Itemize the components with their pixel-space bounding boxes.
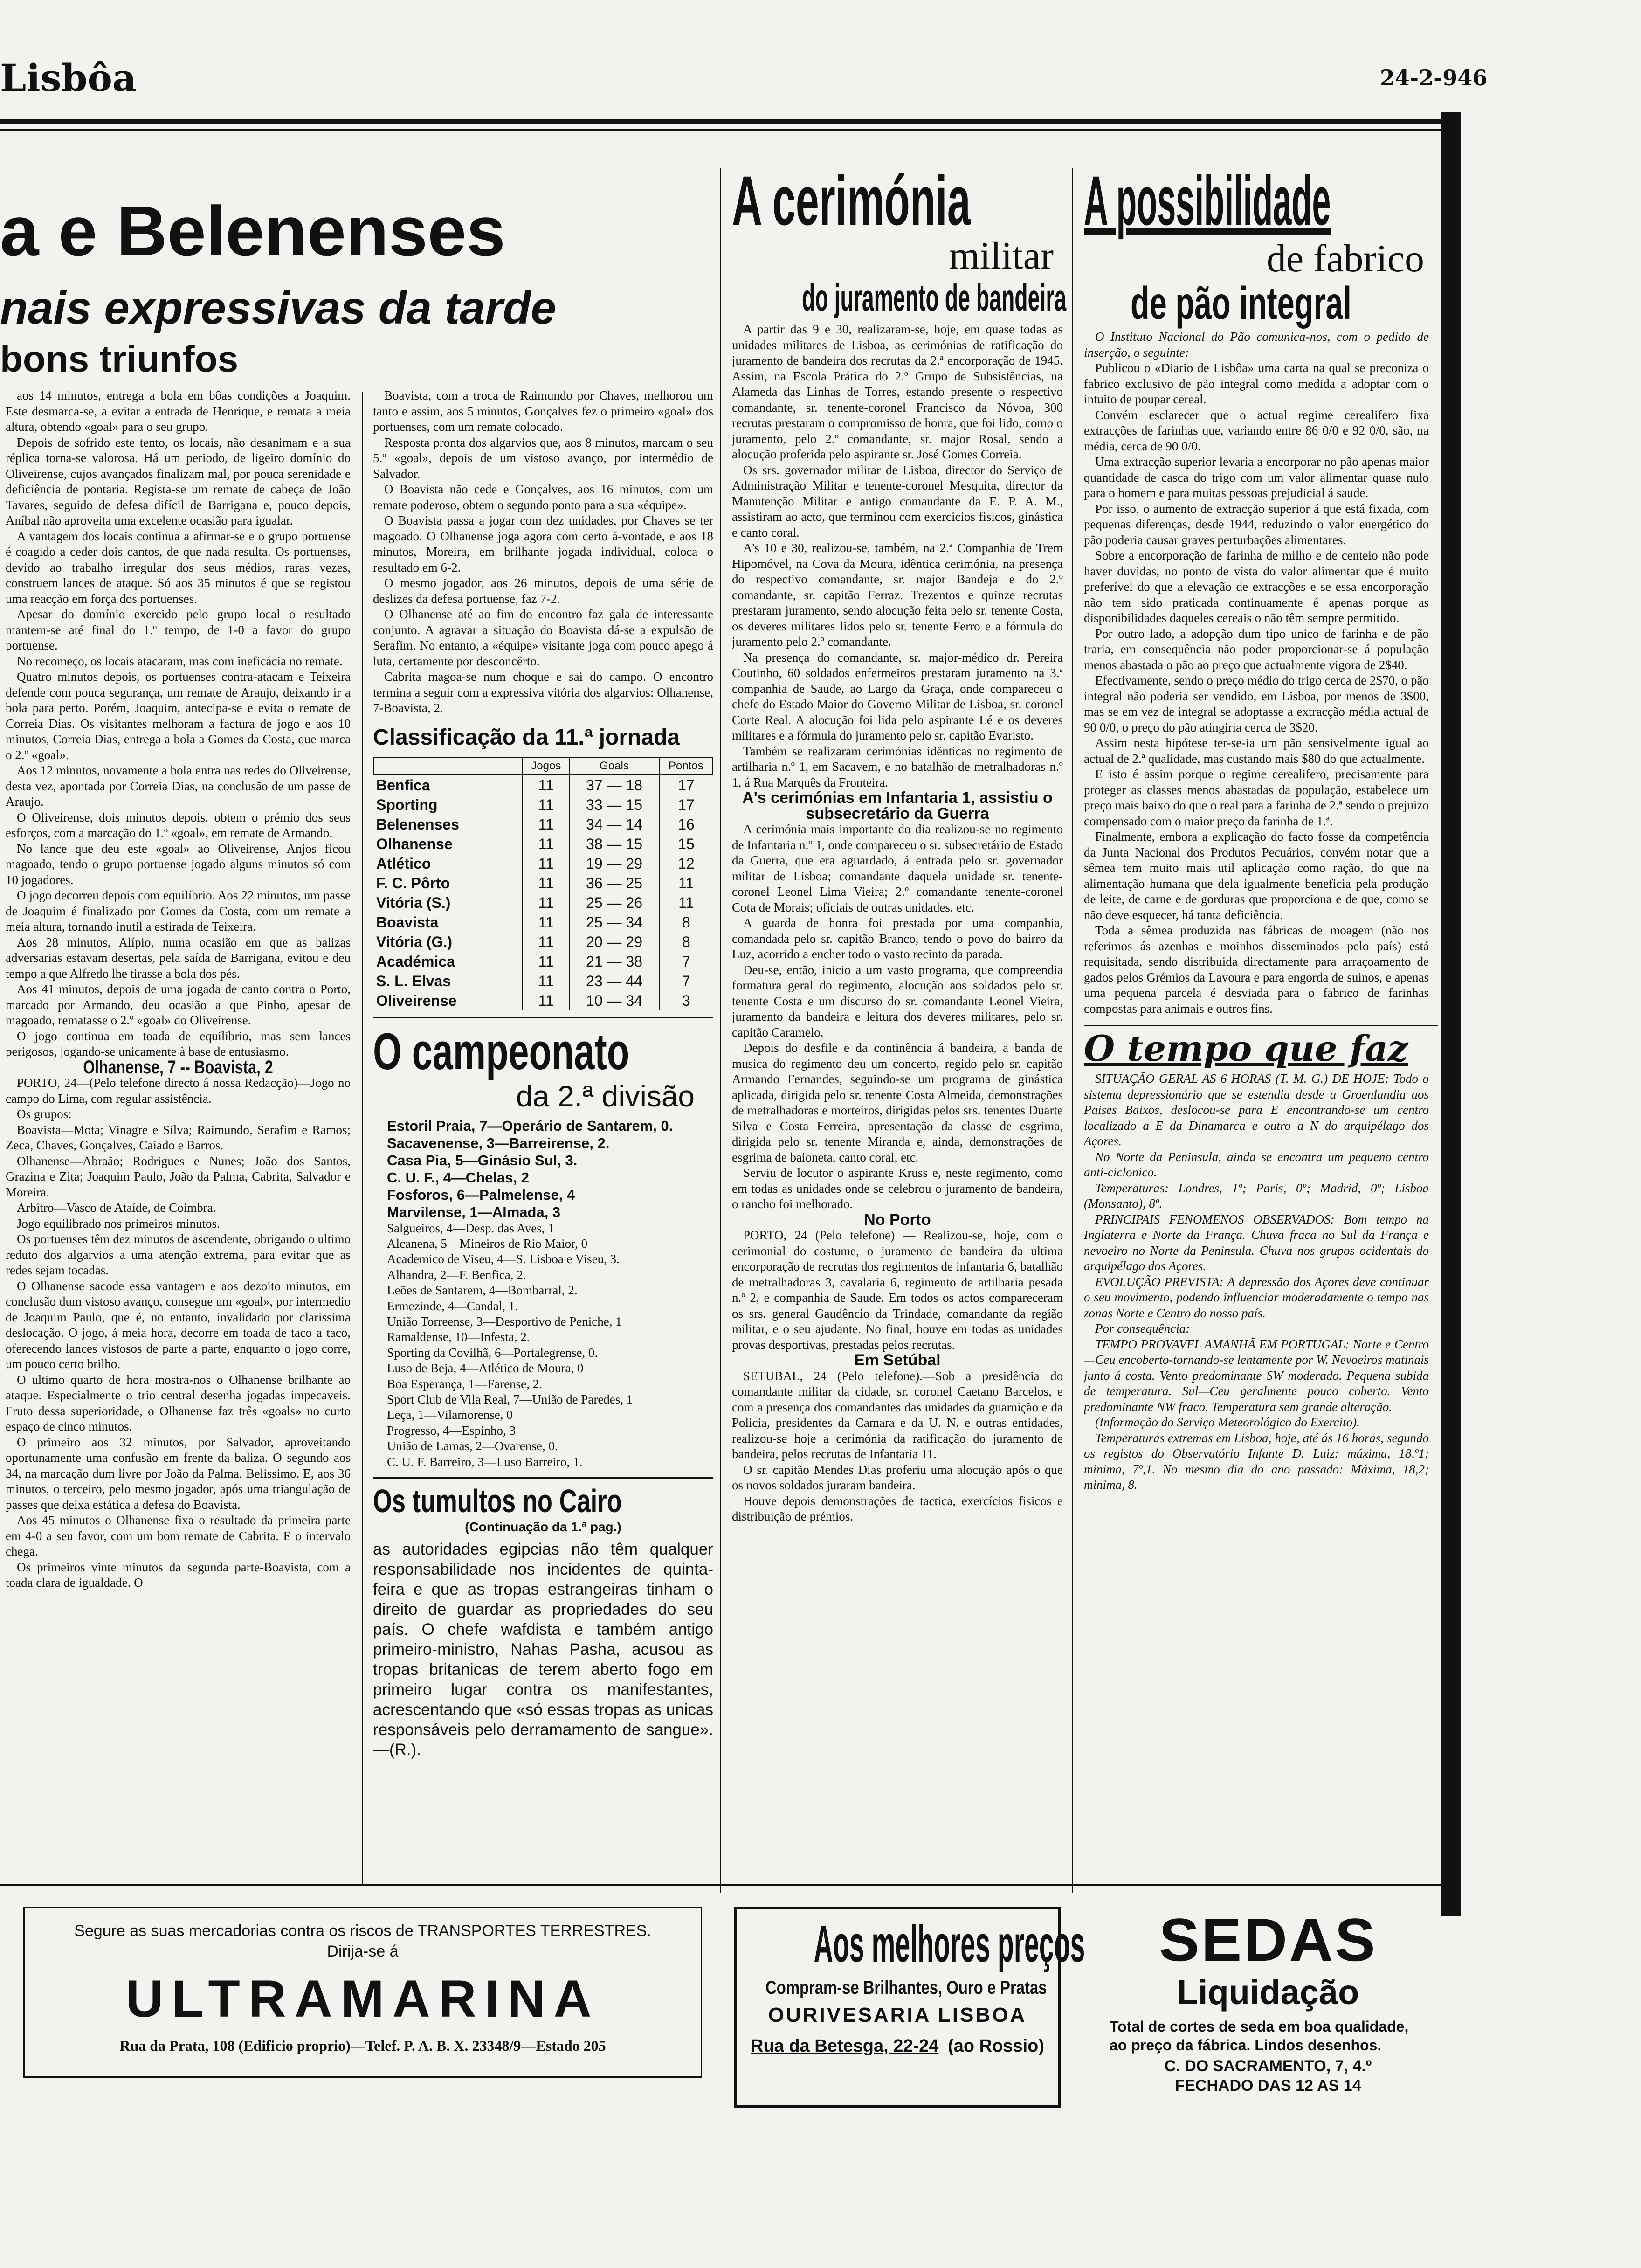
- campeonato-main-results: [373, 1113, 713, 1221]
- paragraph: PORTO, 24—(Pelo telefone directo á nossa Redacção)—Jogo no campo do Lima, com regular assistência.: [6, 1076, 351, 1106]
- ad-ultramarina: [23, 1907, 702, 2078]
- result-line: Sporting da Covilhã, 6—Portalegrense, 0.: [387, 1345, 598, 1360]
- team-name: Sporting: [376, 796, 438, 813]
- result-line: União Torreense, 3—Desportivo de Peniche, 1: [387, 1314, 622, 1328]
- result-line: União de Lamas, 2—Ovarense, 0.: [387, 1439, 558, 1453]
- games-played: 11: [523, 952, 569, 971]
- tempo-text: [1084, 1071, 1429, 1493]
- standings-row: [373, 971, 713, 991]
- points: 17: [659, 775, 713, 795]
- pao-text: [1084, 360, 1429, 1016]
- ad-sedas-subtitle: Liquidação: [1177, 1973, 1359, 2012]
- paragraph: Temperaturas: Londres, 1º; Paris, 0º; Madrid, 0º; Lisboa (Monsanto), 8º.: [1084, 1181, 1429, 1210]
- paragraph: O ultimo quarto de hora mostra-nos o Olhanense brilhante ao ataque. Especialmente o trio central desenha jogadas impecaveis. Fruto dessa superioridade, o Olhanense faz três «goals» no curto espaço de cinco minutos.: [6, 1372, 351, 1433]
- column-rule: [1072, 168, 1073, 1893]
- result-line: Leões de Santarem, 4—Bombarral, 2.: [387, 1283, 578, 1298]
- subheading: Olhanense, 7 -- Boavista, 2: [83, 1057, 273, 1078]
- points: 15: [659, 834, 713, 854]
- games-played: 11: [523, 834, 569, 854]
- ad-ourivesaria-line: Compram-se Brilhantes, Ouro e Pratas: [765, 1978, 1047, 1998]
- paragraph: No lance que deu este «goal» ao Oliveirense, Anjos ficou magoado, tendo o grupo portuense jogado alguns minutos só com 10 jogadores.: [6, 841, 351, 887]
- team-name: Benfica: [376, 776, 430, 794]
- result-line: Progresso, 4—Espinho, 3: [387, 1423, 516, 1438]
- cerimonia-text: [732, 322, 1063, 1525]
- ad-ourivesaria-rossio: (ao Rossio): [948, 2036, 1044, 2056]
- paragraph: Houve depois demonstrações de tactica, exercícios fisicos e distribuição de prémios.: [732, 1494, 1063, 1523]
- paragraph: Depois de sofrido este tento, os locais, não desanimam e a sua réplica torna-se valorosa. Há um periodo, de ligeiro domínio do Oliveirense, cujos avançados finalizam mal, por pouca serenidade e deficiência de pontaria. Regista-se um remate de cabeça de João Tavares, seguido de defesa difícil de Barrigana e, pouco depois, Aníbal não aproveita uma excelente ocasião para igualar.: [6, 435, 351, 527]
- standings-row: [373, 893, 713, 913]
- sports-report-column-2: [373, 388, 713, 1760]
- ad-ultramarina-address: Rua da Prata, 108 (Edificio proprio)—Telef. P. A. B. X. 23348/9—Estado 205: [119, 2037, 606, 2054]
- paragraph: Boavista, com a troca de Raimundo por Chaves, melhorou um tanto e assim, aos 5 minutos, Gonçalves fez o primeiro «goal» dos portuenses, com um remate colocado.: [373, 388, 713, 434]
- games-played: 11: [523, 971, 569, 991]
- team-name: Boavista: [376, 913, 439, 931]
- cerimonia-line2: militar: [949, 234, 1054, 277]
- games-played: 11: [523, 795, 569, 815]
- standings-header: Pontos: [659, 757, 713, 775]
- paragraph: O Oliveirense, dois minutos depois, obtem o prémio dos seus esforços, com a marcação do 1.º «goal», em remate de Armando.: [6, 810, 351, 840]
- games-played: 11: [523, 913, 569, 932]
- points: 3: [659, 991, 713, 1010]
- result-line: Salgueiros, 4—Desp. das Aves, 1: [387, 1221, 554, 1235]
- games-played: 11: [523, 815, 569, 834]
- paragraph: SETUBAL, 24 (Pelo telefone).—Sob a presidência do comandante militar da cidade, sr. coronel Caetano Barcelos, e com a presença dos comandantes das unidades da guarnição e da Policia, presidentes da Camara e da U. N. e outras entidades, realizou-se hoje a cerimónia da ratificação do juramento de bandeira, pelos recrutas de Infantaria 11.: [732, 1369, 1063, 1461]
- ad-ourivesaria: [734, 1907, 1085, 2108]
- result-line: Sport Club de Vila Real, 7—União de Paredes, 1: [387, 1392, 633, 1406]
- paragraph: SITUAÇÃO GERAL AS 6 HORAS (T. M. G.) DE HOJE: Todo o sistema depressionário que se estendia desde a Groenlandia aos Paises Baixos, deslocou-se para E encontrando-se um centro localizado a E da Dinamarca e outro a N do arquipélago dos Açores.: [1084, 1072, 1429, 1148]
- paragraph: Na presença do comandante, sr. major-médico dr. Pereira Coutinho, 60 soldados enfermeiros prestaram juramento na 3.ª companhia de Saude, ao Largo da Graça, onde compareceu o chefe do Estado Maior do Governo Militar de Lisboa, sr. coronel Corte Real. A alocução foi lida pelo aspirante Lé e os deveres militares e a fórmula do juramento pelo sr. capitão Evaristo.: [732, 650, 1063, 742]
- goals: 25 — 26: [569, 893, 659, 913]
- headline-left-kicker: bons triunfos: [0, 338, 239, 380]
- team-name: Olhanense: [376, 835, 453, 852]
- ad-ourivesaria-address: [737, 2030, 1058, 2056]
- tumultos-title: Os tumultos no Cairo: [373, 1483, 622, 1519]
- games-played: 11: [523, 775, 569, 795]
- column-rule: [720, 168, 721, 1893]
- games-played: 11: [523, 893, 569, 913]
- cerimonia-line3: do juramento de bandeira: [802, 277, 1067, 318]
- games-played: 11: [523, 854, 569, 873]
- result-line: Alcanena, 5—Mineiros de Rio Maior, 0: [387, 1236, 588, 1251]
- standings-header: Jogos: [523, 757, 569, 775]
- campeonato-results: [373, 1221, 713, 1470]
- standings-row: [373, 873, 713, 893]
- goals: 21 — 38: [569, 952, 659, 971]
- result-line: Alhandra, 2—F. Benfica, 2.: [387, 1267, 526, 1282]
- points: 8: [659, 932, 713, 952]
- subheading: No Porto: [864, 1210, 931, 1229]
- goals: 38 — 15: [569, 834, 659, 854]
- ad-sedas-text: Total de cortes de seda em boa qualidade, ao preço da fábrica. Lindos desenhos.: [1110, 2018, 1409, 2054]
- pao-intro: O Instituto Nacional do Pão comunica-nos, com o pedido de inserção, o seguinte:: [1084, 330, 1429, 360]
- sports-report-text: [373, 388, 713, 716]
- right-edge-bar: [1441, 112, 1461, 1916]
- result-line: Ramaldense, 10—Infesta, 2.: [387, 1330, 530, 1344]
- paragraph: Deu-se, então, inicio a um vasto programa, que compreendia formatura geral do regimento, alocução aos soldados pelo sr. tenente Costa e um discurso do sr. comandante Leonel Vieira, juramento da bandeira e leitura dos deveres militares, pelo sr. capitão Caramelo.: [732, 962, 1063, 1039]
- points: 7: [659, 971, 713, 991]
- paragraph: Uma extracção superior levaria a encorporar no pão apenas maior quantidade de casca do trigo com um valor alimentar quase nulo para o homem e para muitas pessoas prejudicial á saude.: [1084, 455, 1429, 500]
- pao-title: A possibilidade: [1084, 161, 1331, 240]
- team-name: Atlético: [376, 855, 431, 872]
- paragraph: A guarda de honra foi prestada por uma companhia, comandada pelo sr. capitão Branco, tendo o povo do bairro da Luz, acorrido a encher todo o vasto recinto da parada.: [732, 916, 1063, 961]
- paragraph: Aos 12 minutos, novamente a bola entra nas redes do Oliveirense, desta vez, apontada por Correia Dias, na conclusão de um passe de Araujo.: [6, 763, 351, 809]
- goals: 36 — 25: [569, 873, 659, 893]
- ad-sedas-address: C. DO SACRAMENTO, 7, 4.º: [1164, 2057, 1372, 2075]
- campeonato-title: O campeonato: [373, 1023, 630, 1080]
- team-name: Vitória (S.): [376, 894, 451, 911]
- standings-row: [373, 991, 713, 1010]
- paragraph: Aos 45 minutos o Olhanense fixa o resultado da primeira parte em 4-0 a seu favor, com um bom remate de Cabrita. E o intervalo chega.: [6, 1513, 351, 1558]
- team-name: Oliveirense: [376, 992, 457, 1009]
- ad-ourivesaria-title: Aos melhores preços: [814, 1915, 1085, 1973]
- campeonato-subtitle: da 2.ª divisão: [516, 1079, 695, 1113]
- result-line: C. U. F. Barreiro, 3—Luso Barreiro, 1.: [387, 1454, 583, 1469]
- paragraph: PORTO, 24 (Pelo telefone) — Realizou-se, hoje, com o cerimonial do costume, o juramento de bandeira da ultima encorporação de recrutas dos regimentos de infantaria 6, batalhão de metralhadoras 3, cavalaria 6, regimento de artilharia pesada n.º 2, e companhia de Saude. Em todos os actos compareceram os srs. general Gaudêncio da Trindade, comandante da região militar, e o seu ajudante. No final, houve em todas as unidades provas desportivas, prestadas pelos recrutas.: [732, 1228, 1063, 1352]
- goals: 10 — 34: [569, 991, 659, 1010]
- masthead-title: Lisbôa: [0, 56, 137, 100]
- result-line: Academico de Viseu, 4—S. Lisboa e Viseu, 3.: [387, 1252, 620, 1266]
- ad-ourivesaria-street: Rua da Betesga, 22-24: [751, 2036, 939, 2056]
- standings-row: [373, 854, 713, 873]
- standings-header: Goals: [569, 757, 659, 775]
- standings-row: [373, 795, 713, 815]
- cerimonia-title: A cerimónia: [732, 161, 971, 240]
- paragraph: Cabrita magoa-se num choque e sai do campo. O encontro termina a seguir com a expressiva vitória dos algarvios: Olhanense, 7-Boavista, 2.: [373, 670, 713, 715]
- standings-row: [373, 815, 713, 834]
- standings-table: [373, 757, 713, 1010]
- goals: 37 — 18: [569, 775, 659, 795]
- team-name: F. C. Pôrto: [376, 874, 450, 892]
- paragraph: Os grupos:: [17, 1107, 72, 1121]
- paragraph: Arbitro—Vasco de Ataíde, de Coimbra.: [17, 1201, 216, 1215]
- paragraph: aos 14 minutos, entrega a bola em bôas condições a Joaquim. Este desmarca-se, a evitar a entrada de Henrique, e remata a meia altura, obtendo «goal» para o seu grupo.: [6, 388, 351, 434]
- paragraph: O Boavista não cede e Gonçalves, aos 16 minutos, com um remate poderoso, obtem o segundo ponto para a sua «équipe».: [373, 482, 713, 512]
- paragraph: TEMPO PROVAVEL AMANHÃ EM PORTUGAL: Norte e Centro—Ceu encoberto-tornando-se lentamente por W. Nevoeiros matinais junto á costa. Vento predominante SW moderado. Pequena subida de temperatura. Sul—Ceu geralmente pouco coberto. Vento predominante NW fraco. Temperatura sem grande alteração.: [1084, 1337, 1429, 1414]
- paragraph: E isto é assim porque o regime cerealifero, precisamente para proteger as classes menos abastadas da população, estabelece um preço mais baixo do que o real para a farinha de 2.ª sendo o prejuizo compensado com o maior preço da farinha de 1.ª.: [1084, 767, 1429, 828]
- team-name: S. L. Elvas: [376, 972, 451, 989]
- paragraph: No Norte da Peninsula, ainda se encontra um pequeno centro anti-ciclonico.: [1084, 1149, 1429, 1179]
- goals: 34 — 14: [569, 815, 659, 834]
- paragraph: Por isso, o aumento de extracção superior á que está fixada, com pequenas diferenças, desde 1944, reduzindo o valor energético do pão poderia causar graves perturbações alimentares.: [1084, 501, 1429, 547]
- result-line: Sacavenense, 3—Barreirense, 2.: [387, 1134, 610, 1151]
- headline-left-subtitle: nais expressivas da tarde: [0, 282, 557, 333]
- paragraph: PRINCIPAIS FENOMENOS OBSERVADOS: Bom tempo na Inglaterra e Norte da França. Chuva fraca no Sul da França e nevoeiro no Norte da Peninsula. Chuva nos grupos ocidentais do arquipélago dos Açores.: [1084, 1212, 1429, 1273]
- paragraph: A cerimónia mais importante do dia realizou-se no regimento de Infantaria n.º 1, onde compareceu o sr. subsecretário de Estado da Guerra, que era aguardado, á entrada pelo sr. governador militar de Lisboa; comandante daquela unidade sr. tenente-coronel Leonel Lima Vieira; 2.º comandante tenente-coronel Cota de Morais; oficiais de outras unidades, etc.: [732, 822, 1063, 914]
- team-name: Académica: [376, 953, 455, 970]
- paragraph: Efectivamente, sendo o preço médio do trigo cerca de 2$70, o pão integral não poderia ser vendido, em Lisboa, por menos de 3$00, mas se em vez de integral se adoptasse a extracção média actual de 90 0/0, o preço do pão atingiria cerca de 3$20.: [1084, 673, 1429, 734]
- goals: 25 — 34: [569, 913, 659, 932]
- ad-sedas-title: SEDAS: [1159, 1906, 1377, 1974]
- goals: 23 — 44: [569, 971, 659, 991]
- standings-header: [373, 757, 523, 775]
- paragraph: Também se realizaram cerimónias idênticas no regimento de artilharia n.º 1, em Sacavem, e no batalhão de metralhadoras n.º 1, á Rua Marquês da Fronteira.: [732, 744, 1063, 789]
- paragraph: Boavista—Mota; Vinagre e Silva; Raimundo, Serafim e Ramos; Zeca, Chaves, Gonçalves, Caiado e Barros.: [6, 1122, 351, 1152]
- standings-title: Classificação da 11.ª jornada: [373, 725, 680, 750]
- paragraph: Convém esclarecer que o actual regime cerealifero fixa extracções de farinhas que, variando entre 86 0/0 e 92 0/0, são, na média, cerca de 90 0/0.: [1084, 408, 1429, 453]
- games-played: 11: [523, 932, 569, 952]
- column-rule: [362, 392, 363, 1884]
- team-name: Vitória (G.): [376, 933, 452, 950]
- paragraph: O Olhanense até ao fim do encontro faz gala de interessante conjunto. A agravar a situação do Boavista dá-se a expulsão de Serafim. No entanto, a «équipe» visitante joga com pouco apego á luta, certamente por desconcêrto.: [373, 607, 713, 668]
- result-line: Ermezinde, 4—Candal, 1.: [387, 1299, 518, 1313]
- points: 11: [659, 873, 713, 893]
- standings-row: [373, 775, 713, 795]
- paragraph: Serviu de locutor o aspirante Kruss e, neste regimento, como em todas as unidades onde se celebrou o juramento de bandeira, o rancho foi melhorado.: [732, 1166, 1063, 1211]
- paragraph: O Boavista passa a jogar com dez unidades, por Chaves se ter magoado. O Olhanense joga agora com certo á-vontade, e aos 18 minutos, Moreira, em brilhante jogada individual, coloca o resultado em 6-2.: [373, 513, 713, 574]
- sports-report-column-1: [6, 388, 351, 1903]
- tempo-title: O tempo que faz: [1084, 1028, 1408, 1069]
- ad-ultramarina-name: ULTRAMARINA: [125, 1970, 600, 2028]
- tumultos-text: as autoridades egipcias não têm qualquer responsabilidade nos incidentes de quinta-feira e que as tropas estrangeiras tinham o direito de guardar as propriedades do seu país. O chefe wafdista e também antigo primeiro-ministro, Nahas Pasha, acusou as tropas britanicas de terem aberto fogo em primeiro lugar contra os manifestantes, acrescentando que «só essas tropas as unicas responsáveis pelo derramamento de sangue».—(R.).: [373, 1540, 713, 1759]
- result-line: Luso de Beja, 4—Atlético de Moura, 0: [387, 1361, 584, 1376]
- pao-article: [1084, 163, 1438, 1493]
- paragraph: Quatro minutos depois, os portuenses contra-atacam e Teixeira defende com pouca segurança, um remate de Araujo, deixando ir a bola para perto. Porém, Joaquim, antecipa-se e evita o remate de Correia Dias. Os visitantes melhoram a factura de jogo e aos 10 minutos, Correia Dias, entrega a bola a Gomes da Costa, que marca o 2.º «goal».: [6, 670, 351, 762]
- paragraph: No recomeço, os locais atacaram, mas com ineficácia no remate.: [17, 654, 343, 668]
- paragraph: Assim nesta hipótese ter-se-ia um pão sensivelmente igual ao actual de 2.ª qualidade, mas custando mais $80 do que actualmente.: [1084, 736, 1429, 766]
- paragraph: Apesar do domínio exercido pelo grupo local o resultado mantem-se até final do 1.º tempo, de 1-0 a favor do grupo portuense.: [6, 607, 351, 652]
- result-line: Estoril Praia, 7—Operário de Santarem, 0.: [387, 1117, 673, 1134]
- cerimonia-article: [732, 161, 1067, 1525]
- paragraph: A's 10 e 30, realizou-se, também, na 2.ª Companhia de Trem Hipomóvel, na Cova da Moura, idêntica cerimónia, na presença do respectivo comandante, sr. major Bandeja e do 2.º comandante, sr. capitão Ferraz. Trezentos e quinze recrutas prestaram juramento, sendo alocução feita pelo sr. tenente Costa, os deveres militares lidos pelo sr. tenente Ferro e a fórmula do juramento pelo 2.º comandante.: [732, 541, 1063, 649]
- paragraph: O primeiro aos 32 minutos, por Salvador, aproveitando oportunamente uma confusão em frente da baliza. O segundo aos 34, na marcação dum livre por João da Palma. Belissimo. E, aos 36 minutos, o terceiro, pelo mesmo jogador, após uma triangulação de passes que deixa estática a defesa do Boavista.: [6, 1435, 351, 1512]
- ad-sedas: [1110, 1907, 1427, 2095]
- standings-row: [373, 834, 713, 854]
- paragraph: Jogo equilibrado nos primeiros minutos.: [17, 1216, 220, 1231]
- standings-row: [373, 952, 713, 971]
- games-played: 11: [523, 991, 569, 1010]
- paragraph: A partir das 9 e 30, realizaram-se, hoje, em quase todas as unidades militares de Lisboa, as cerimónias de ratificação do juramento de bandeira dos recrutas da 2.ª encorporação de 1945. Assim, na Escola Prática do 2.º Grupo de Subsistências, na Alameda das Linhas de Torres, estando presente o respectivo comandante, sr. tenente-coronel Francisco da Nóvoa, 300 recrutas prestaram o compromisso de honra, que foi lido, como o juramento, pelo 2.º comandante, sr. major Rosal, sendo a alocução proferida pelo aspirante sr. José Gomes Correia.: [732, 322, 1063, 461]
- paragraph: Resposta pronta dos algarvios que, aos 8 minutos, marcam o seu 5.º «goal», depois de um vistoso avanço, por intermédio de Salvador.: [373, 435, 713, 481]
- paragraph: Por outro lado, a adopção dum tipo unico de farinha e de pão traria, em consequência não poder proporcionar-se á população menos abastada o pão ao preço que actualmente vigora de 2$40.: [1084, 626, 1429, 672]
- paragraph: O Olhanense sacode essa vantagem e aos dezoito minutos, em conclusão dum vistoso avanço, consegue um «goal», por intermedio de Joaquim Paulo, que é, no entanto, invalidado por clarissima deslocação. O jogo, á meia hora, decorre em toada de taco a taco, oferecendo lances vistosos de parte a parte, enquanto o jogo corre, um pouco certo brilho.: [6, 1279, 351, 1371]
- subheading: A's cerimónias em Infantaria 1, assistiu o subsecretário da Guerra: [742, 789, 1053, 823]
- paragraph: Finalmente, embora a explicação do facto fosse da competência da Junta Nacional dos Produtos Pecuários, convém notar que a sêmea tem muito mais util aplicação como ração, do que na alimentação humana que dela igualmente beneficia pela produção de leite, de carne e de gorduras que proporciona e de que, como se não deve esquecer, há tanta deficiência.: [1084, 830, 1429, 922]
- paragraph: Por consequência:: [1095, 1321, 1190, 1335]
- points: 8: [659, 913, 713, 932]
- paragraph: (Informação do Serviço Meteorológico do Exercito).: [1095, 1415, 1360, 1429]
- goals: 33 — 15: [569, 795, 659, 815]
- tumultos-subtitle: (Continuação da 1.ª pag.): [465, 1520, 621, 1534]
- paragraph: Os portuenses têm dez minutos de ascendente, obrigando o ultimo reduto dos algarvios a uma atenção extrema, para evitar que as redes sejam tocadas.: [6, 1232, 351, 1277]
- ad-rule: [0, 1884, 1441, 1886]
- paragraph: Temperaturas extremas em Lisboa, hoje, até ás 16 horas, segundo os registos do Observatório Infante D. Luiz: máxima, 18,º1; minima, 7º,1. No mesmo dia do ano passado: Máxima, 18,2; minima, 8.: [1084, 1431, 1429, 1492]
- paragraph: Os srs. governador militar de Lisboa, director do Serviço de Administração Militar e tenente-coronel Mesquita, director da Manutenção Militar e antigo comandante da E. P. A. M., assistiram ao acto, que terminou com exercicios fisicos, ginástica e canto coral.: [732, 463, 1063, 539]
- points: 12: [659, 854, 713, 873]
- paragraph: Os primeiros vinte minutos da segunda parte-Boavista, com a toada clara de igualdade. O: [6, 1560, 351, 1590]
- result-line: Fosforos, 6—Palmelense, 4: [387, 1186, 575, 1203]
- standings-row: [373, 913, 713, 932]
- result-line: C. U. F., 4—Chelas, 2: [387, 1169, 529, 1186]
- masthead-date: 24-2-946: [1380, 65, 1488, 90]
- games-played: 11: [523, 873, 569, 893]
- paragraph: Aos 28 minutos, Alípio, numa ocasião em que as balizas adversarias estavam desertas, pela saída de Barrigana, evitou e deu tempo a que Alfredo lhe tirasse a bola dos pés.: [6, 935, 351, 981]
- ad-sedas-hours: FECHADO DAS 12 AS 14: [1175, 2077, 1361, 2095]
- headline-left-title: a e Belenenses: [0, 192, 505, 270]
- masthead-rule-thin: [0, 129, 1441, 131]
- points: 17: [659, 795, 713, 815]
- points: 11: [659, 893, 713, 913]
- standings-row: [373, 932, 713, 952]
- points: 7: [659, 952, 713, 971]
- paragraph: Toda a sêmea produzida nas fábricas de moagem (não nos referimos ás azenhas e moinhos disseminados pelo país) está requisitada, sendo distribuida directamente para arraçoamento de gados pelos Grémios da Lavoura e para engorda de suinos, e apenas uma pequena parcela é desviada para o fabrico de farinhas compostas para animais e outros fins.: [1084, 923, 1429, 1016]
- goals: 19 — 29: [569, 854, 659, 873]
- subheading: Em Setúbal: [854, 1351, 941, 1369]
- pao-line2: de fabrico: [1266, 237, 1424, 280]
- paragraph: Aos 41 minutos, depois de uma jogada de canto contra o Porto, marcado por Armando, deu ocasião a que Pinho, apesar de magoado, rematasse o 2.º «goal» do Oliveirense.: [6, 982, 351, 1027]
- result-line: Boa Esperança, 1—Farense, 2.: [387, 1376, 542, 1391]
- paragraph: A vantagem dos locais continua a afirmar-se e o grupo portuense é coagido a ceder dois cantos, de que nada resulta. Os portuenses, devido ao trabalho irregular dos seus médios, raras vezes, construem lances de ataque. Só aos 35 minutos é que se registou uma reacção em força dos portuenses.: [6, 529, 351, 606]
- points: 16: [659, 815, 713, 834]
- masthead-rule: [0, 119, 1441, 124]
- result-line: Casa Pia, 5—Ginásio Sul, 3.: [387, 1152, 578, 1169]
- pao-line3: de pão integral: [1131, 277, 1351, 329]
- paragraph: O jogo decorreu depois com equilíbrio. Aos 22 minutos, um passe de Joaquim é finalizado por Gomes da Costa, com um remate a meia altura, tornando inutil a estirada de Teixeira.: [6, 888, 351, 933]
- result-line: Leça, 1—Vilamorense, 0: [387, 1408, 513, 1422]
- paragraph: Publicou o «Diario de Lisbôa» uma carta na qual se preconiza o fabrico exclusivo de pão integral como medida a adoptar com o intuito de poupar cereal.: [1084, 361, 1429, 406]
- paragraph: EVOLUÇÃO PREVISTA: A depressão dos Açores deve continuar o seu movimento, podendo influenciar moderadamente o tempo nas zonas Norte e Centro do nosso país.: [1084, 1274, 1429, 1320]
- paragraph: Sobre a encorporação de farinha de milho e de centeio não pode haver duvidas, no ponto de vista do valor alimentar que é muito preferível do que a elevação de extracções e se essa encorporação não tem sido praticada continuamente é apenas porque as disponibilidades daqueles cereais o não têm sempre permitido.: [1084, 548, 1429, 625]
- paragraph: O jogo continua em toada de equilibrio, mas sem lances perigosos, jogando-se unicamente à base de entusiasmo.: [6, 1029, 351, 1058]
- result-line: Marvilense, 1—Almada, 3: [387, 1203, 561, 1220]
- goals: 20 — 29: [569, 932, 659, 952]
- ad-ourivesaria-name: OURIVESARIA LISBOA: [768, 2004, 1027, 2026]
- paragraph: O mesmo jogador, aos 26 minutos, depois de uma série de deslizes da defesa portuense, faz 7-2.: [373, 576, 713, 606]
- ad-ultramarina-top: Segure as suas mercadorias contra os riscos de TRANSPORTES TERRESTRES. Dirija-se á: [74, 1922, 651, 1960]
- paragraph: Olhanense—Abraão; Rodrigues e Nunes; João dos Santos, Grazina e Zita; Joaquim Paulo, João da Palma, Cabrita, Salvador e Moreira.: [6, 1154, 351, 1199]
- team-name: Belenenses: [376, 816, 459, 833]
- paragraph: Depois do desfile e da continência á bandeira, a banda de musica do regimento deu um concerto, regido pelo sr. capitão Armando Fernandes, seguindo-se um programa de ginástica aplicada, dirigida pelo sr. tenente Costa Almeida, demonstrações de metralhadoras e morteiros, dirigidas pelos srs. tenentes Duarte Silva e Costa Ferreira, apresentação da classe de esgrima, dirigida pelo sr. tenente Miranda e, ainda, demonstrações de esgrima de baioneta, canto coral, etc.: [732, 1041, 1063, 1164]
- paragraph: O sr. capitão Mendes Dias proferiu uma alocução após o que os novos soldados juraram bandeira.: [732, 1462, 1063, 1492]
